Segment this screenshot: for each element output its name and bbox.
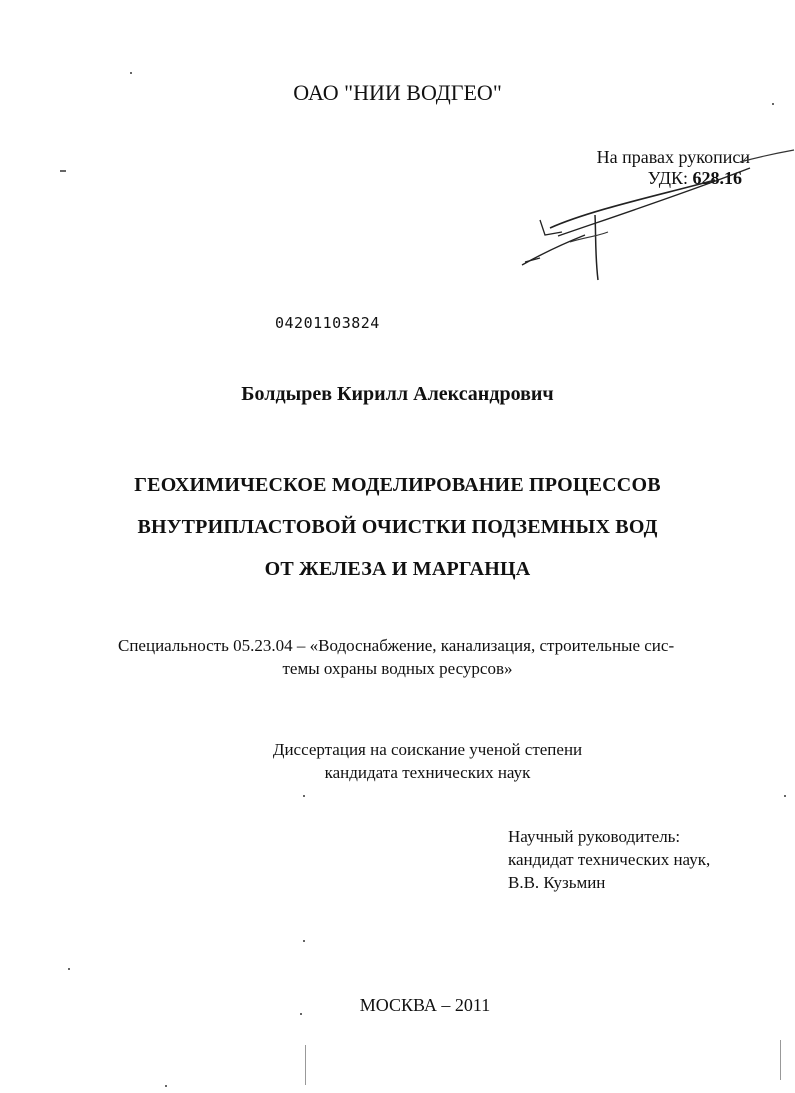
dissertation-degree-line-2: кандидата технических наук <box>324 763 531 782</box>
author-name: Болдырев Кирилл Александрович <box>241 383 554 405</box>
specialty-line-1: Специальность 05.23.04 – «Водоснабжение, канализация, строительные сис- <box>118 636 675 655</box>
scan-mark <box>305 1045 306 1085</box>
supervisor-block <box>508 825 710 894</box>
title-line-2: ВНУТРИПЛАСТОВОЙ ОЧИСТКИ ПОДЗЕМНЫХ ВОД <box>137 516 658 538</box>
scan-speck <box>784 795 786 797</box>
scan-speck <box>303 795 305 797</box>
scan-speck <box>303 940 305 942</box>
scan-speck <box>165 1085 167 1087</box>
udc-label: УДК: <box>647 168 688 188</box>
scan-speck <box>60 170 66 172</box>
dissertation-degree-line-1: Диссертация на соискание ученой степени <box>272 740 583 759</box>
organization-name: ОАО "НИИ ВОДГЕО" <box>293 80 502 105</box>
scan-mark <box>780 1040 781 1080</box>
supervisor-label: Научный руководитель: <box>508 827 681 846</box>
title-line-3: ОТ ЖЕЛЕЗА И МАРГАНЦА <box>264 558 531 580</box>
scan-speck <box>130 72 132 74</box>
title-line-1: ГЕОХИМИЧЕСКОЕ МОДЕЛИРОВАНИЕ ПРОЦЕССОВ <box>134 474 661 496</box>
city-year: МОСКВА – 2011 <box>359 995 491 1015</box>
archive-number: 04201103824 <box>275 314 380 332</box>
manuscript-rights-note: На правах рукописи <box>596 147 750 167</box>
scan-speck <box>300 1013 302 1015</box>
scan-speck <box>68 968 70 970</box>
supervisor-degree: кандидат технических наук, <box>508 850 711 869</box>
handwritten-signature <box>510 140 795 290</box>
specialty-line-2: темы охраны водных ресурсов» <box>282 659 513 678</box>
scan-speck <box>772 103 774 105</box>
udc-code: 628.16 <box>692 168 742 188</box>
supervisor-name: В.В. Кузьмин <box>508 873 606 892</box>
